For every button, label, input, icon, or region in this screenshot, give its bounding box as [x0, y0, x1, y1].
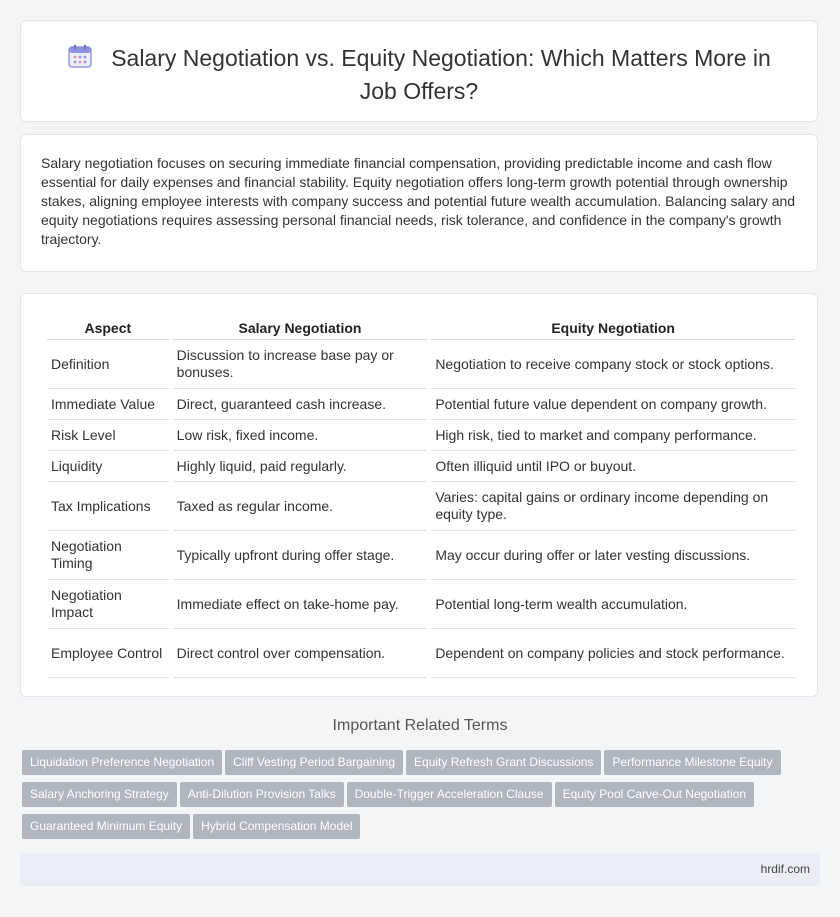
header-salary: Salary Negotiation	[173, 314, 428, 340]
equity-cell: Often illiquid until IPO or buyout.	[431, 451, 795, 482]
related-term-tag[interactable]: Double-Trigger Acceleration Clause	[347, 782, 552, 807]
aspect-cell: Definition	[47, 340, 169, 389]
page-title-text: Salary Negotiation vs. Equity Negotiation: Which Matters More in Job Offers?	[111, 45, 771, 104]
salary-cell: Typically upfront during offer stage.	[173, 531, 428, 580]
aspect-cell: Risk Level	[47, 420, 169, 451]
table-row	[47, 420, 795, 451]
salary-cell: Direct, guaranteed cash increase.	[173, 389, 428, 420]
aspect-cell: Immediate Value	[47, 389, 169, 420]
related-terms-list	[22, 750, 802, 846]
equity-cell: High risk, tied to market and company performance.	[431, 420, 795, 451]
related-terms-heading: Important Related Terms	[332, 717, 508, 734]
calendar-icon	[67, 43, 93, 76]
table-row	[47, 451, 795, 482]
page-title	[51, 43, 787, 106]
equity-cell: Potential long-term wealth accumulation.	[431, 580, 795, 629]
aspect-cell: Tax Implications	[47, 482, 169, 531]
table-row	[47, 389, 795, 420]
title-card	[20, 20, 818, 122]
footer	[20, 853, 820, 886]
related-term-tag[interactable]: Performance Milestone Equity	[604, 750, 780, 775]
footer-site-link[interactable]: hrdif.com	[760, 862, 810, 876]
related-term-tag[interactable]: Salary Anchoring Strategy	[22, 782, 177, 807]
related-term-tag[interactable]: Equity Refresh Grant Discussions	[406, 750, 601, 775]
comparison-table	[43, 314, 799, 678]
aspect-cell: Employee Control	[47, 629, 169, 678]
salary-cell: Highly liquid, paid regularly.	[173, 451, 428, 482]
table-row	[47, 531, 795, 580]
aspect-cell: Liquidity	[47, 451, 169, 482]
header-aspect: Aspect	[47, 314, 169, 340]
header-equity: Equity Negotiation	[431, 314, 795, 340]
table-header-row	[47, 314, 795, 340]
equity-cell: Potential future value dependent on company growth.	[431, 389, 795, 420]
table-row	[47, 629, 795, 678]
salary-cell: Direct control over compensation.	[173, 629, 428, 678]
equity-cell: May occur during offer or later vesting discussions.	[431, 531, 795, 580]
salary-cell: Discussion to increase base pay or bonuses.	[173, 340, 428, 389]
aspect-cell: Negotiation Timing	[47, 531, 169, 580]
related-term-tag[interactable]: Hybrid Compensation Model	[193, 814, 360, 839]
intro-paragraph: Salary negotiation focuses on securing immediate financial compensation, providing predictable income and cash flow essential for daily expenses and financial stability. Equity negotiation offers long-term growth potential through ownership stakes, aligning employee interests with company success and potential future wealth accumulation. Balancing salary and equity negotiations requires assessing personal financial needs, risk tolerance, and confidence in the company's growth trajectory.	[41, 155, 796, 247]
related-term-tag[interactable]: Liquidation Preference Negotiation	[22, 750, 222, 775]
equity-cell: Dependent on company policies and stock performance.	[431, 629, 795, 678]
related-term-tag[interactable]: Guaranteed Minimum Equity	[22, 814, 190, 839]
equity-cell: Negotiation to receive company stock or stock options.	[431, 340, 795, 389]
table-row	[47, 482, 795, 531]
table-row	[47, 340, 795, 389]
related-term-tag[interactable]: Equity Pool Carve-Out Negotiation	[555, 782, 754, 807]
aspect-cell: Negotiation Impact	[47, 580, 169, 629]
intro-card	[20, 134, 818, 272]
salary-cell: Low risk, fixed income.	[173, 420, 428, 451]
related-term-tag[interactable]: Cliff Vesting Period Bargaining	[225, 750, 403, 775]
related-term-tag[interactable]: Anti-Dilution Provision Talks	[180, 782, 344, 807]
equity-cell: Varies: capital gains or ordinary income depending on equity type.	[431, 482, 795, 531]
table-row	[47, 580, 795, 629]
comparison-card	[20, 293, 818, 697]
salary-cell: Taxed as regular income.	[173, 482, 428, 531]
salary-cell: Immediate effect on take-home pay.	[173, 580, 428, 629]
